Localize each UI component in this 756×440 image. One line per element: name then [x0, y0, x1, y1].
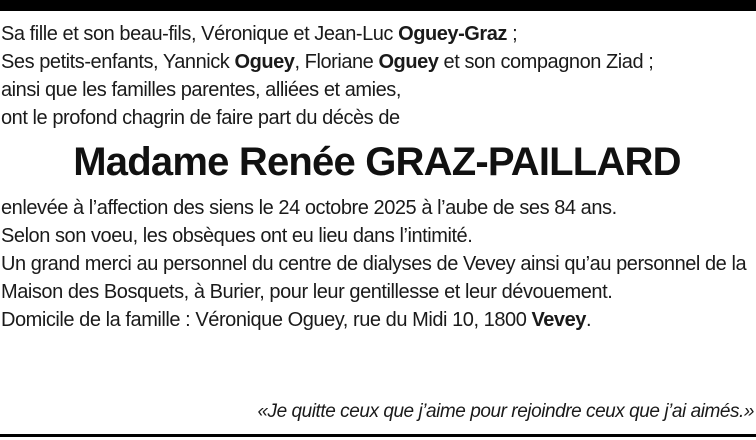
bottom-rule	[0, 434, 756, 437]
grandchild-surname-1: Oguey	[234, 51, 295, 73]
top-rule	[0, 0, 756, 11]
grandchildren-text-3: et son compagnon Ziad ;	[438, 51, 654, 73]
domicile-town: Vevey	[531, 309, 586, 331]
grandchild-surname-2: Oguey	[378, 51, 439, 73]
passing-text: enlevée à l’affection des siens le 24 octobre 2025 à l’aube de ses 84 ans.	[1, 197, 617, 219]
closing-quote: «Je quitte ceux que j’aime pour rejoindre ceux que j’ai aimés.»	[257, 401, 754, 422]
family-line-daughter-end: ;	[506, 23, 518, 45]
family-line-daughter	[1, 20, 753, 48]
domicile-text	[1, 306, 753, 334]
family-line-announcement: ont le profond chagrin de faire part du décès de	[1, 107, 400, 129]
family-surname-oguey-graz: Oguey-Graz	[398, 23, 507, 45]
domicile-end: .	[585, 309, 592, 331]
deceased-name: Madame Renée GRAZ-PAILLARD	[73, 140, 681, 184]
family-line-daughter-text: Sa fille et son beau-fils, Véronique et Jean-Luc	[1, 23, 399, 45]
family-line-grandchildren	[1, 48, 753, 76]
death-notice	[1, 20, 753, 334]
thanks-text: Un grand merci au personnel du centre de dialyses de Vevey ainsi qu’au personnel de la Maison des Bosquets, à Burier, pour leur gentillesse et leur dévouement.	[1, 253, 747, 303]
grandchildren-text-1: Ses petits-enfants, Yannick	[1, 51, 235, 73]
domicile-address: Domicile de la famille : Véronique Oguey, rue du Midi 10, 1800	[1, 309, 532, 331]
family-line-relatives: ainsi que les familles parentes, alliées et amies,	[1, 79, 401, 101]
grandchildren-text-2: , Floriane	[294, 51, 379, 73]
funeral-text: Selon son voeu, les obsèques ont eu lieu dans l’intimité.	[1, 225, 473, 247]
